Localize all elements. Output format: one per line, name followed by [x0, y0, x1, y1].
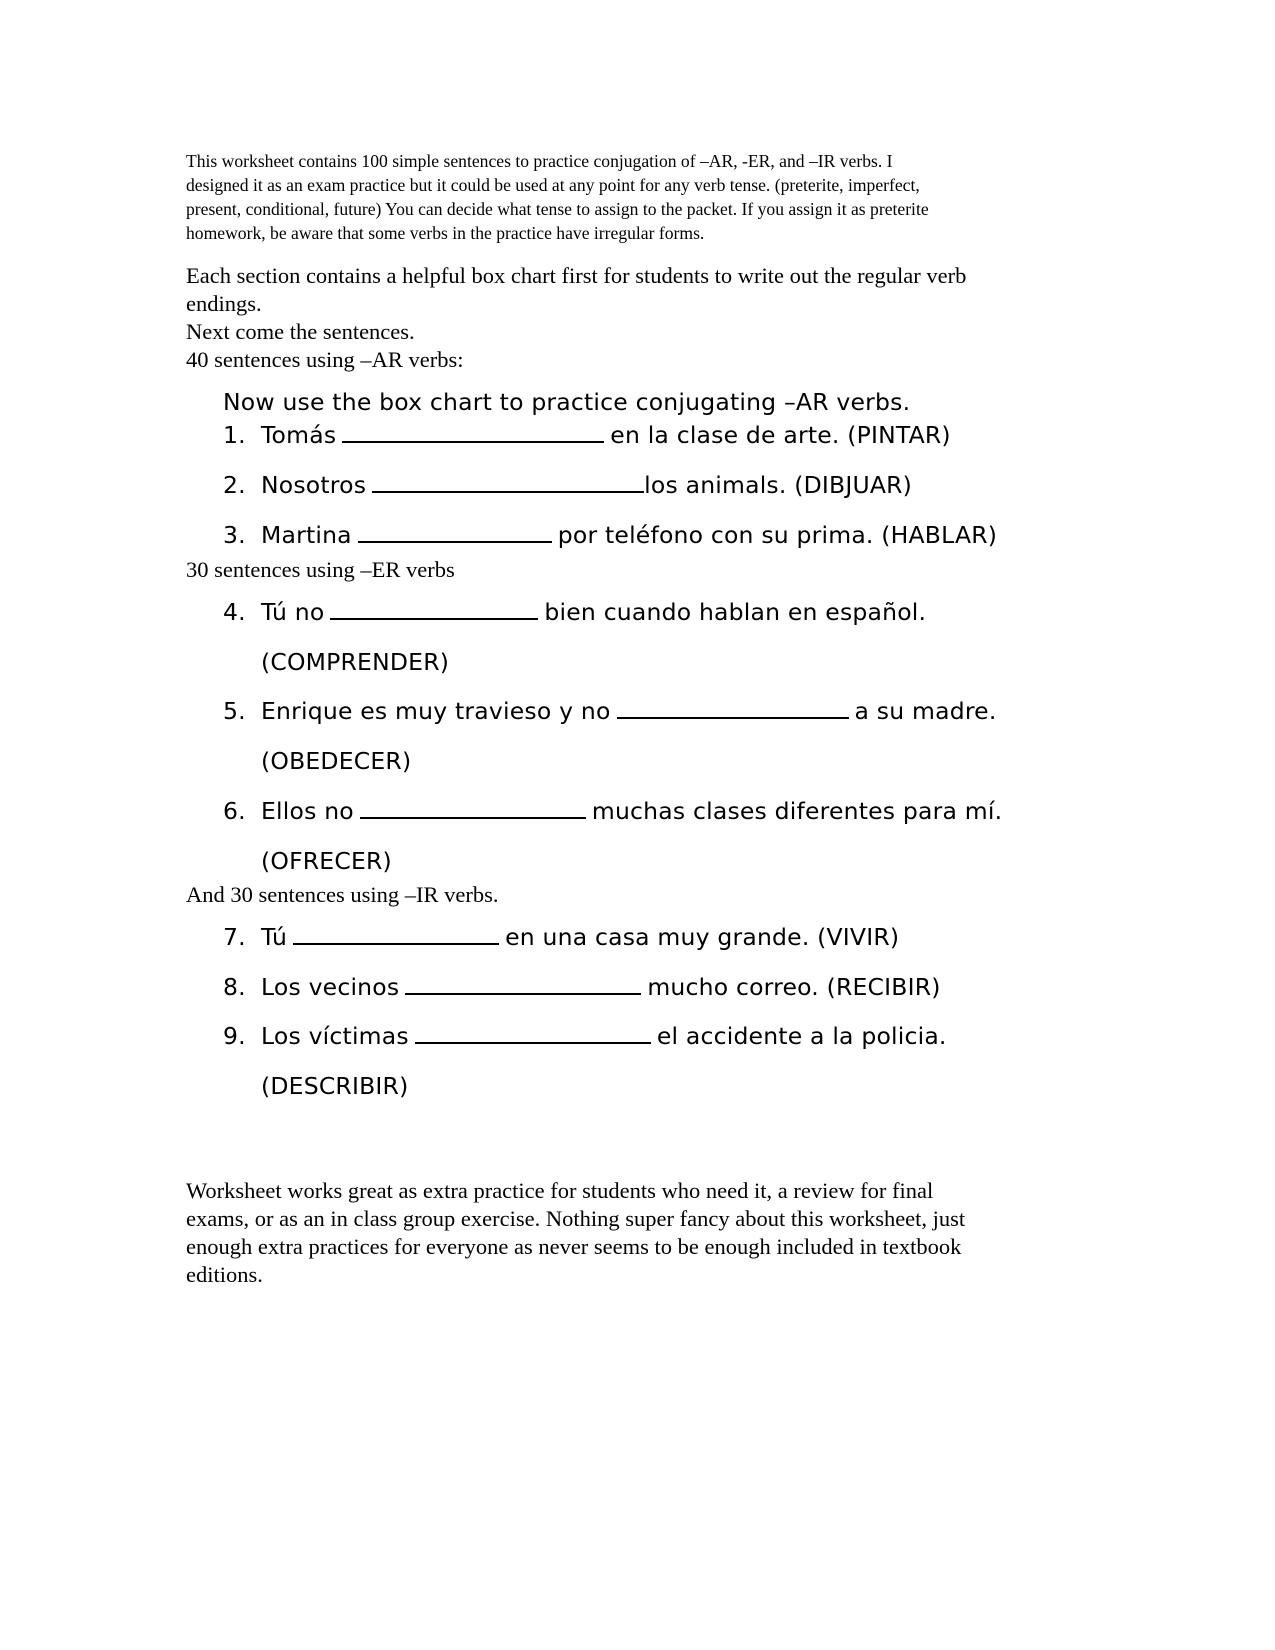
answer-blank[interactable]	[405, 975, 641, 995]
closing-line: Worksheet works great as extra practice for students who need it, a review for final	[186, 1178, 934, 1203]
item-number: 6.	[223, 797, 246, 825]
answer-blank[interactable]	[358, 523, 552, 543]
item-rest: mucho correo. (RECIBIR)	[647, 973, 941, 1001]
answer-blank[interactable]	[372, 473, 644, 493]
item-subject: Los vecinos	[261, 973, 400, 1001]
sentence-item	[223, 1022, 947, 1050]
item-rest: por teléfono con su prima. (HABLAR)	[557, 521, 998, 549]
intro-line: designed it as an exam practice but it could be used at any point for any verb tense. (preterite, imperfect,	[186, 175, 920, 195]
overview-line: Next come the sentences.	[186, 319, 415, 344]
intro-line: This worksheet contains 100 simple sentences to practice conjugation of –AR, -ER, and –IR verbs. I	[186, 151, 893, 171]
item-subject: Ellos no	[261, 797, 354, 825]
item-subject: Tú	[261, 923, 288, 951]
item-rest: a su madre.	[854, 697, 997, 725]
item-rest: en la clase de arte. (PINTAR)	[610, 421, 951, 449]
overview-line: endings.	[186, 291, 262, 316]
sentence-item	[223, 521, 997, 549]
item-number: 2.	[223, 471, 246, 499]
ir-section-heading: And 30 sentences using –IR verbs.	[186, 882, 499, 907]
item-subject: Tomás	[261, 421, 337, 449]
intro-line: homework, be aware that some verbs in the practice have irregular forms.	[186, 223, 705, 243]
item-rest: bien cuando hablan en español.	[544, 598, 927, 626]
item-number: 9.	[223, 1022, 246, 1050]
verb-hint: (COMPRENDER)	[261, 648, 450, 676]
verb-hint: (DESCRIBIR)	[261, 1072, 409, 1100]
ar-section-heading: 40 sentences using –AR verbs:	[186, 347, 464, 372]
sentence-item	[223, 923, 899, 951]
item-number: 7.	[223, 923, 246, 951]
item-rest: los animals. (DIBJUAR)	[644, 471, 913, 499]
sentence-item	[223, 973, 941, 1001]
item-number: 5.	[223, 697, 246, 725]
item-rest: muchas clases diferentes para mí.	[591, 797, 1003, 825]
item-rest: en una casa muy grande. (VIVIR)	[505, 923, 900, 951]
closing-line: editions.	[186, 1262, 263, 1287]
verb-hint: (OFRECER)	[261, 847, 392, 875]
answer-blank[interactable]	[617, 699, 849, 719]
answer-blank[interactable]	[293, 925, 499, 945]
item-number: 4.	[223, 598, 246, 626]
answer-blank[interactable]	[330, 600, 538, 620]
answer-blank[interactable]	[360, 799, 586, 819]
item-subject: Tú no	[261, 598, 325, 626]
item-subject: Nosotros	[261, 471, 367, 499]
item-number: 8.	[223, 973, 246, 1001]
overview-line: Each section contains a helpful box chart first for students to write out the regular verb	[186, 263, 967, 288]
intro-paragraph	[186, 149, 1076, 245]
er-section-heading: 30 sentences using –ER verbs	[186, 557, 455, 582]
verb-hint: (OBEDECER)	[261, 747, 412, 775]
closing-line: enough extra practices for everyone as never seems to be enough included in textbook	[186, 1234, 962, 1259]
item-subject: Los víctimas	[261, 1022, 409, 1050]
sentence-item	[223, 797, 1002, 825]
sentence-item	[223, 471, 912, 499]
item-subject: Enrique es muy travieso y no	[261, 697, 611, 725]
item-number: 1.	[223, 421, 246, 449]
item-subject: Martina	[261, 521, 352, 549]
sentence-item	[223, 598, 926, 626]
intro-line: present, conditional, future) You can decide what tense to assign to the packet. If you assign it as preterite	[186, 199, 929, 219]
sentence-item	[223, 421, 951, 449]
item-rest: el accidente a la policia.	[656, 1022, 947, 1050]
answer-blank[interactable]	[415, 1024, 651, 1044]
item-number: 3.	[223, 521, 246, 549]
closing-paragraph	[186, 1177, 1086, 1289]
ar-chart-instruction: Now use the box chart to practice conjugating –AR verbs.	[223, 388, 911, 416]
answer-blank[interactable]	[342, 423, 604, 443]
sentence-item	[223, 697, 997, 725]
closing-line: exams, or as an in class group exercise. Nothing super fancy about this worksheet, just	[186, 1206, 966, 1231]
